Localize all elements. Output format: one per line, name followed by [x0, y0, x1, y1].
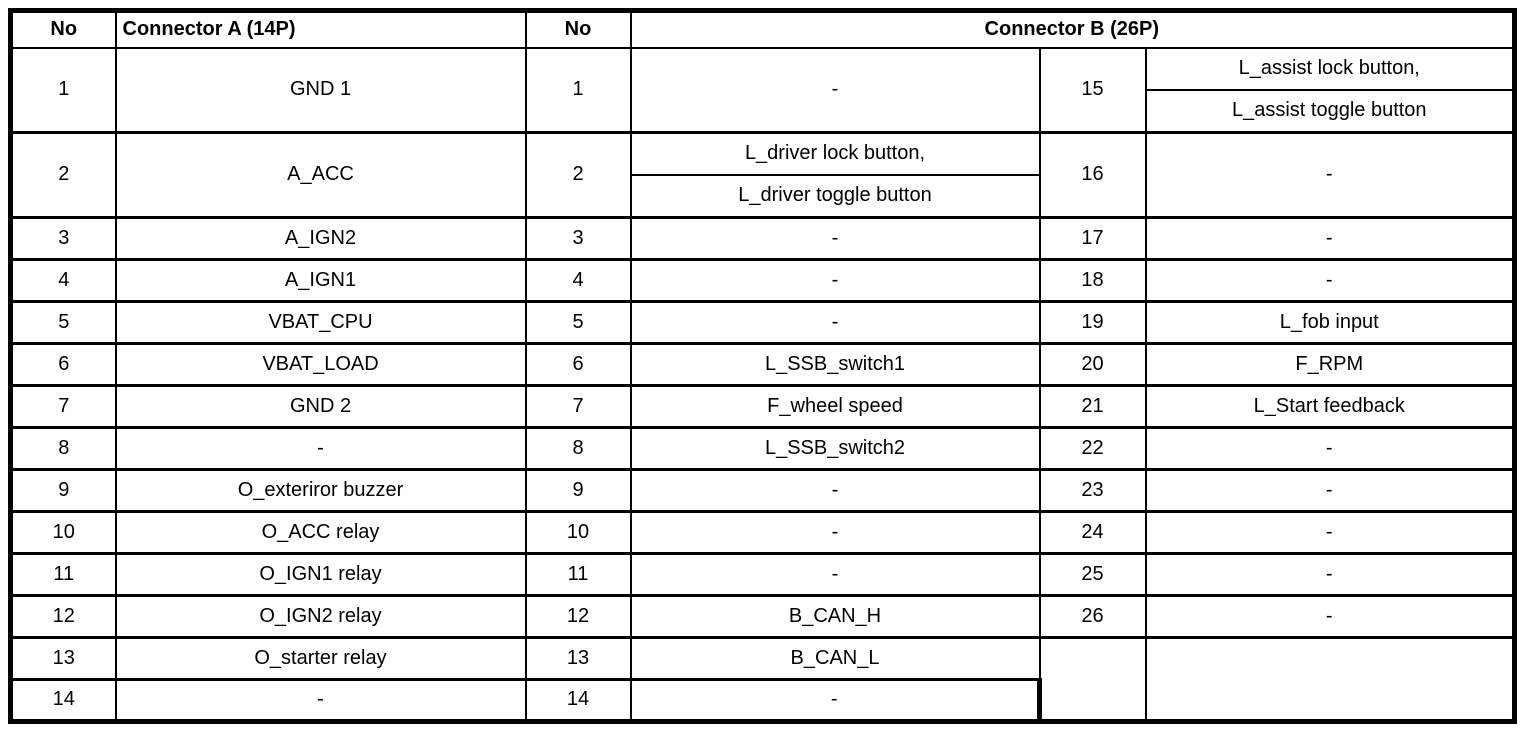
pin-no-cell: 5 — [526, 301, 631, 343]
signal-cell: GND 1 — [116, 48, 526, 133]
table-row-3 — [11, 217, 1515, 259]
signal-line-bottom: L_driver toggle button — [738, 184, 932, 206]
pin-no-cell: 24 — [1040, 511, 1146, 553]
table-row-4 — [11, 259, 1515, 301]
signal-cell: A_IGN1 — [116, 259, 526, 301]
pin-no-cell: 7 — [11, 385, 116, 427]
header-connector-b: Connector B (26P) — [631, 11, 1515, 48]
pin-no-cell: 12 — [11, 595, 116, 637]
pin-no-cell: 2 — [526, 132, 631, 217]
table-row-6 — [11, 343, 1515, 385]
signal-cell: - — [1146, 132, 1515, 217]
signal-cell: - — [631, 511, 1040, 553]
table-row-13 — [11, 637, 1515, 679]
pin-no-cell: 1 — [11, 48, 116, 133]
split-signal — [1147, 49, 1513, 131]
signal-cell: - — [1146, 259, 1515, 301]
pin-no-cell: 19 — [1040, 301, 1146, 343]
pin-no-cell: 26 — [1040, 595, 1146, 637]
pin-no-cell: 3 — [526, 217, 631, 259]
pin-no-cell: 11 — [526, 553, 631, 595]
pin-no-cell: 2 — [11, 132, 116, 217]
signal-cell: O_exteriror buzzer — [116, 469, 526, 511]
pin-no-cell: 6 — [11, 343, 116, 385]
signal-cell: - — [631, 553, 1040, 595]
pin-no-cell: 15 — [1040, 48, 1146, 133]
pin-no-cell: 7 — [526, 385, 631, 427]
header-no-a: No — [11, 11, 116, 48]
signal-line-top: L_driver lock button, — [632, 134, 1039, 176]
signal-cell: O_starter relay — [116, 637, 526, 679]
pin-no-cell: 5 — [11, 301, 116, 343]
table-row-7 — [11, 385, 1515, 427]
pin-no-cell: 20 — [1040, 343, 1146, 385]
pin-no-cell: 9 — [11, 469, 116, 511]
signal-cell: L_Start feedback — [1146, 385, 1515, 427]
signal-cell: L_fob input — [1146, 301, 1515, 343]
pin-no-cell: 13 — [526, 637, 631, 679]
signal-cell: - — [631, 259, 1040, 301]
signal-cell: - — [631, 217, 1040, 259]
empty-pin-no-cell — [1040, 637, 1146, 721]
signal-cell: - — [631, 679, 1040, 721]
pin-no-cell: 14 — [11, 679, 116, 721]
signal-split-cell — [1146, 48, 1515, 133]
signal-cell: F_wheel speed — [631, 385, 1040, 427]
pin-no-cell: 17 — [1040, 217, 1146, 259]
pin-no-cell: 13 — [11, 637, 116, 679]
header-connector-a: Connector A (14P) — [116, 11, 526, 48]
signal-cell: - — [1146, 217, 1515, 259]
signal-cell: - — [1146, 595, 1515, 637]
table-row-1 — [11, 48, 1515, 133]
table-row-12 — [11, 595, 1515, 637]
signal-split-cell — [631, 132, 1040, 217]
signal-cell: L_SSB_switch1 — [631, 343, 1040, 385]
signal-cell: GND 2 — [116, 385, 526, 427]
signal-cell: F_RPM — [1146, 343, 1515, 385]
pin-no-cell: 4 — [526, 259, 631, 301]
signal-cell: - — [116, 427, 526, 469]
pin-no-cell: 6 — [526, 343, 631, 385]
pin-no-cell: 22 — [1040, 427, 1146, 469]
signal-cell: B_CAN_L — [631, 637, 1040, 679]
table-row-8 — [11, 427, 1515, 469]
pin-no-cell: 16 — [1040, 132, 1146, 217]
signal-cell: VBAT_LOAD — [116, 343, 526, 385]
pin-no-cell: 9 — [526, 469, 631, 511]
signal-cell: - — [631, 301, 1040, 343]
pin-no-cell: 10 — [526, 511, 631, 553]
signal-cell: - — [631, 48, 1040, 133]
signal-cell: - — [1146, 553, 1515, 595]
signal-cell: VBAT_CPU — [116, 301, 526, 343]
pin-no-cell: 4 — [11, 259, 116, 301]
empty-signal-cell — [1146, 637, 1515, 721]
pin-no-cell: 3 — [11, 217, 116, 259]
pin-no-cell: 12 — [526, 595, 631, 637]
signal-line-bottom: L_assist toggle button — [1231, 99, 1427, 121]
split-signal — [632, 134, 1039, 216]
pin-no-cell: 25 — [1040, 553, 1146, 595]
pin-no-cell: 1 — [526, 48, 631, 133]
table-row-11 — [11, 553, 1515, 595]
pin-no-cell: 21 — [1040, 385, 1146, 427]
table-row-9 — [11, 469, 1515, 511]
signal-cell: - — [1146, 469, 1515, 511]
signal-cell: - — [116, 679, 526, 721]
pin-no-cell: 14 — [526, 679, 631, 721]
pin-no-cell: 8 — [526, 427, 631, 469]
signal-cell: B_CAN_H — [631, 595, 1040, 637]
table-row-2 — [11, 132, 1515, 217]
table-header-row — [11, 11, 1515, 48]
signal-cell: - — [1146, 427, 1515, 469]
signal-cell: A_ACC — [116, 132, 526, 217]
signal-cell: A_IGN2 — [116, 217, 526, 259]
table-row-10 — [11, 511, 1515, 553]
table-row-5 — [11, 301, 1515, 343]
signal-cell: O_ACC relay — [116, 511, 526, 553]
signal-cell: - — [1146, 511, 1515, 553]
pin-no-cell: 18 — [1040, 259, 1146, 301]
signal-line-top: L_assist lock button, — [1147, 49, 1513, 91]
pin-no-cell: 23 — [1040, 469, 1146, 511]
pin-no-cell: 10 — [11, 511, 116, 553]
pin-no-cell: 8 — [11, 427, 116, 469]
pin-no-cell: 11 — [11, 553, 116, 595]
signal-cell: O_IGN1 relay — [116, 553, 526, 595]
signal-cell: O_IGN2 relay — [116, 595, 526, 637]
signal-cell: - — [631, 469, 1040, 511]
signal-cell: L_SSB_switch2 — [631, 427, 1040, 469]
header-no-b: No — [526, 11, 631, 48]
connector-pinout-table — [8, 8, 1517, 724]
